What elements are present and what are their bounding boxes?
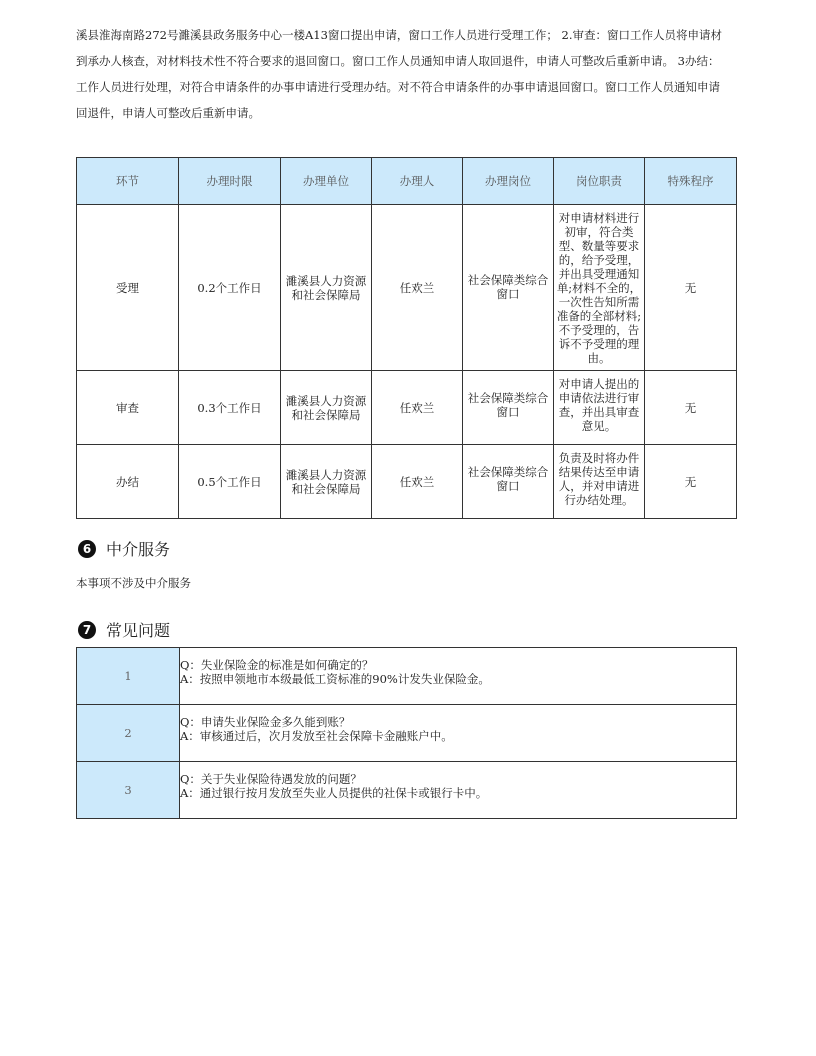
intro-line: 回退件，申请人可整改后重新申请。 [76, 106, 260, 120]
faq-content [180, 762, 737, 819]
time-cell: 0.2个工作日 [179, 205, 281, 371]
header-cell: 办理人 [372, 158, 463, 205]
intro-paragraph [76, 22, 740, 126]
faq-content [180, 705, 737, 762]
stage-cell: 审查 [77, 371, 179, 445]
header-cell: 办理岗位 [463, 158, 554, 205]
header-cell: 办理时限 [179, 158, 281, 205]
faq-table [76, 647, 737, 819]
intro-line: 到承办人核查，对材料技术性不符合要求的退回窗口。窗口工作人员通知申请人取回退件，申请人可整改后重新申请。 3办结： [76, 54, 720, 68]
post-cell: 社会保障类综合窗口 [463, 205, 554, 371]
special-cell: 无 [645, 371, 737, 445]
header-cell: 办理单位 [281, 158, 372, 205]
faq-number: 2 [77, 705, 180, 762]
faq-question: Q：失业保险金的标准是如何确定的？ [180, 658, 374, 672]
faq-question: Q：关于失业保险待遇发放的问题？ [180, 772, 362, 786]
table-row [77, 371, 737, 445]
header-cell: 特殊程序 [645, 158, 737, 205]
unit-cell: 濉溪县人力资源和社会保障局 [281, 371, 372, 445]
section-heading-intermediary [78, 537, 170, 560]
section-heading-faq [78, 618, 170, 641]
person-cell: 任欢兰 [372, 371, 463, 445]
section-number-badge: 7 [78, 621, 96, 639]
faq-answer: A：按照申领地市本级最低工资标准的90%计发失业保险金。 [180, 672, 490, 686]
header-cell: 岗位职责 [554, 158, 645, 205]
table-header-row [77, 158, 737, 205]
intermediary-text: 本事项不涉及中介服务 [76, 576, 191, 590]
section-title: 常见问题 [106, 621, 171, 640]
stage-cell: 办结 [77, 445, 179, 519]
post-cell: 社会保障类综合窗口 [463, 371, 554, 445]
duty-cell: 负责及时将办件结果传达至申请人，并对申请进行办结处理。 [554, 445, 645, 519]
unit-cell: 濉溪县人力资源和社会保障局 [281, 445, 372, 519]
stage-cell: 受理 [77, 205, 179, 371]
person-cell: 任欢兰 [372, 445, 463, 519]
duty-cell: 对申请材料进行初审，符合类型、数量等要求的，给予受理，并出具受理通知单;材料不全的，一次性告知所需准备的全部材料;不予受理的，告诉不予受理的理由。 [554, 205, 645, 371]
special-cell: 无 [645, 445, 737, 519]
intro-line: 工作人员进行处理，对符合申请条件的办事申请进行受理办结。对不符合申请条件的办事申请退回窗口。窗口工作人员通知申请 [76, 80, 720, 94]
person-cell: 任欢兰 [372, 205, 463, 371]
time-cell: 0.3个工作日 [179, 371, 281, 445]
faq-number: 1 [77, 648, 180, 705]
special-cell: 无 [645, 205, 737, 371]
section-number-badge: 6 [78, 540, 96, 558]
header-cell: 环节 [77, 158, 179, 205]
faq-answer: A：审核通过后，次月发放至社会保障卡金融账户中。 [180, 729, 453, 743]
faq-question: Q：申请失业保险金多久能到账？ [180, 715, 351, 729]
table-row [77, 705, 737, 762]
intro-line: 溪县淮海南路272号濉溪县政务服务中心一楼A13窗口提出申请，窗口工作人员进行受理工作； 2.审查：窗口工作人员将申请材 [76, 28, 723, 42]
time-cell: 0.5个工作日 [179, 445, 281, 519]
faq-answer: A：通过银行按月发放至失业人员提供的社保卡或银行卡中。 [180, 786, 488, 800]
table-row [77, 762, 737, 819]
post-cell: 社会保障类综合窗口 [463, 445, 554, 519]
table-row [77, 445, 737, 519]
table-row [77, 648, 737, 705]
faq-number: 3 [77, 762, 180, 819]
table-row [77, 205, 737, 371]
duty-cell: 对申请人提出的申请依法进行审查，并出具审查意见。 [554, 371, 645, 445]
section-title: 中介服务 [106, 540, 171, 559]
faq-content [180, 648, 737, 705]
process-table [76, 157, 737, 519]
unit-cell: 濉溪县人力资源和社会保障局 [281, 205, 372, 371]
